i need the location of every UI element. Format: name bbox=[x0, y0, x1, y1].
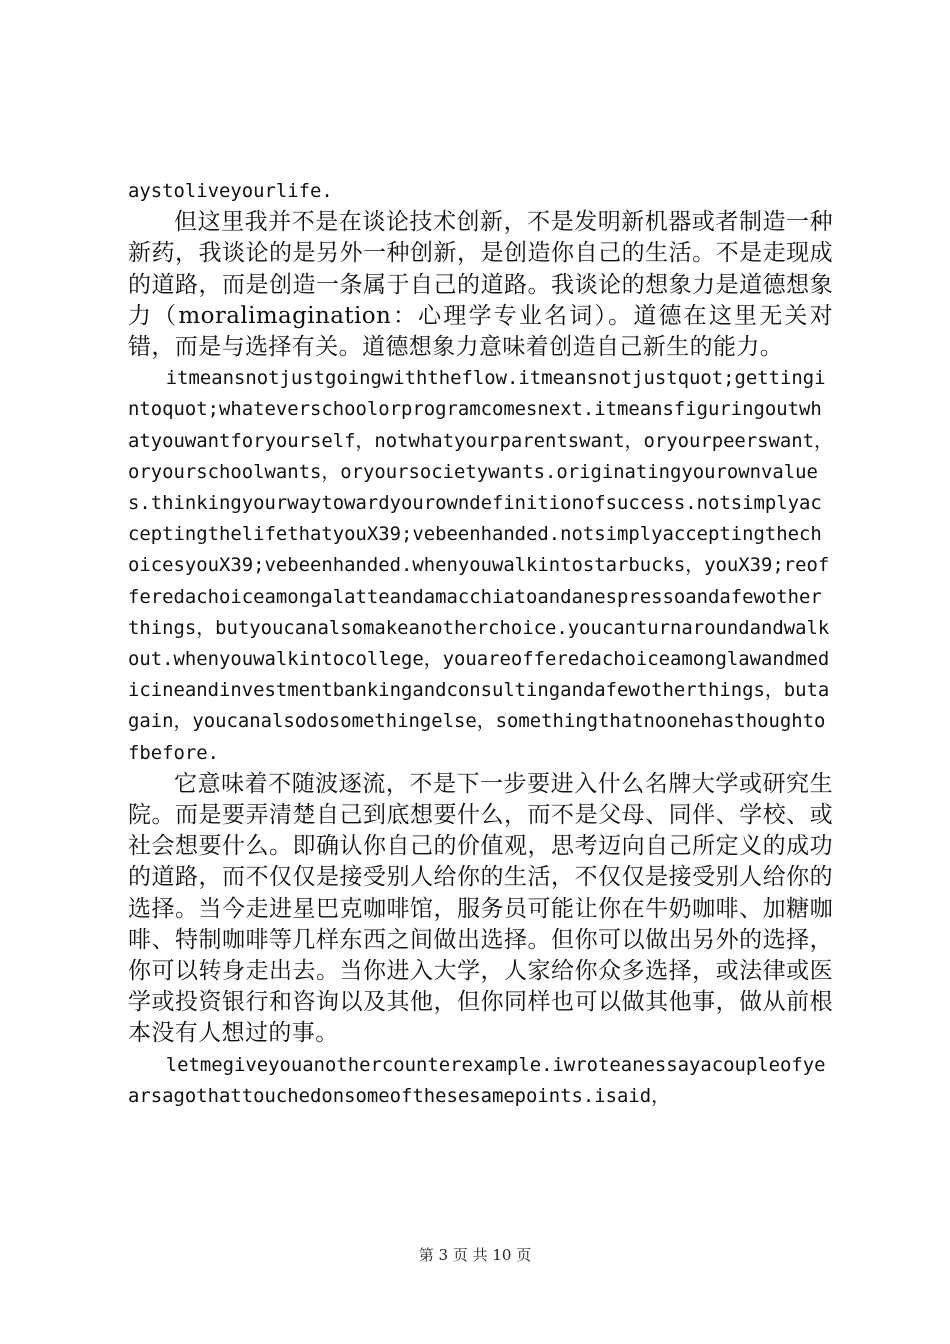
page-number-footer: 第 3 页 共 10 页 bbox=[418, 1246, 532, 1264]
paragraph-2: 但这里我并不是在谈论技术创新，不是发明新机器或者制造一种新药，我谈论的是另外一种创新，是创造你自己的生活。不是走现成的道路，而是创造一条属于自己的道路。我谈论的想象力是道德想象力（moralimagination：心理学专业名词）。道德在这里无关对错，而是与选择有关。道德想象力意味着创造自己新生的能力。 bbox=[128, 209, 833, 361]
paragraph-1: aystoliveyourlife. bbox=[128, 180, 333, 202]
document-body bbox=[128, 176, 833, 1112]
paragraph-4: 它意味着不随波逐流，不是下一步要进入什么名牌大学或研究生院。而是要弄清楚自己到底想要什么，而不是父母、同伴、学校、或社会想要什么。即确认你自己的价值观，思考迈向自己所定义的成功的道路，而不仅仅是接受别人给你的生活，不仅仅是接受别人给你的选择。当今走进星巴克咖啡馆，服务员可能让你在牛奶咖啡、加糖咖啡、特制咖啡等几样东西之间做出选择。但你可以做出另外的选择，你可以转身走出去。当你进入大学，人家给你众多选择，或法律或医学或投资银行和咨询以及其他，但你同样也可以做其他事，做从前根本没有人想过的事。 bbox=[128, 770, 833, 1047]
paragraph-3: itmeansnotjustgoingwiththeflow.itmeansnotjustquot;gettingintoquot;whateverschoolorprogramcomesnext.itmeansfiguringoutwhatyouwantforyourself，notwhatyourparentswant，oryourpeerswant，oryourschoolwants，oryoursocietywants.originatingyourownvalues.thinkingyourwaytowardyourowndefinitionofsuccess.notsimplyacceptingthelifethatyouX39;vebeenhanded.notsimplyacceptingthechoicesyouX39;vebeenhanded.whenyouwalkintostarbucks，youX39;reofferedachoiceamongalatteandamacchiatoandanespressoandafewotherthings，butyoucanalsomakeanotherchoice.youcanturnaroundandwalkout.whenyouwalkintocollege，youareofferedachoiceamonglawandmedicineandinvestmentbankingandconsultingandafewotherthings，butagain，youcanalsodosomethingelse，somethingthatnoonehasthoughtofbefore. bbox=[128, 367, 833, 764]
paragraph-5: letmegiveyouanothercounterexample.iwroteanessayacoupleofyearsagothattouchedonsomeofthesesamepoints.isaid， bbox=[128, 1053, 826, 1107]
